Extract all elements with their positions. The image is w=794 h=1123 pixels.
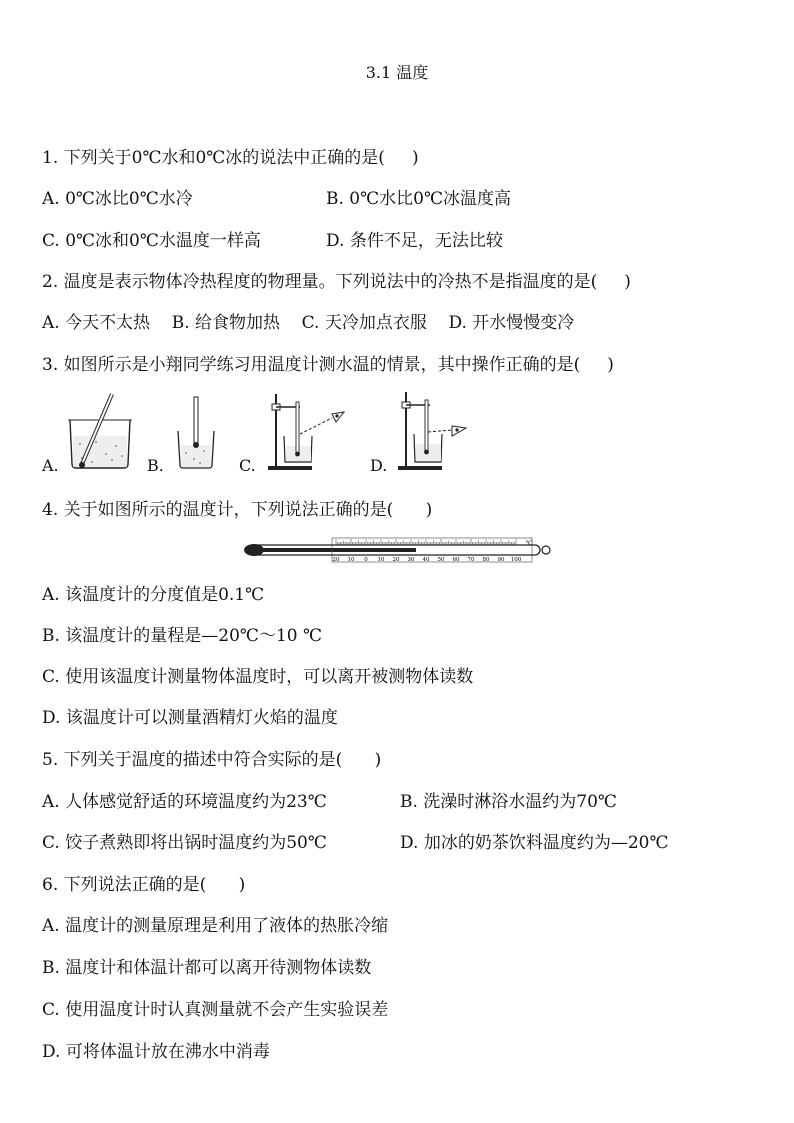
thermometer-figure [240,536,556,564]
thermometer-ticks [336,539,516,545]
thermometer-scale-label: 20 [332,557,340,563]
thermometer-scale-label: 30 [407,557,415,563]
thermometer-scale-label: 40 [422,557,430,563]
figure-label-d: D. [370,456,388,475]
question-5-option-b: B. 洗澡时淋浴水温约为70℃ [400,792,617,812]
thermometer-scale-label: 60 [452,557,460,563]
question-5-option-c: C. 饺子煮熟即将出锅时温度约为50℃ [42,833,327,853]
page-title: 3.1 温度 [365,63,429,82]
question-5-option-d: D. 加冰的奶茶饮料温度约为—20℃ [400,833,669,853]
question-6-option-a: A. 温度计的测量原理是利用了液体的热胀冷缩 [42,916,389,936]
question-1-option-b: B. 0℃水比0℃冰温度高 [326,189,511,209]
question-4-option-c: C. 使用该温度计测量物体温度时，可以离开被测物体读数 [42,667,474,687]
question-1-option-d: D. 条件不足，无法比较 [326,231,503,251]
figure-label-c: C. [239,456,256,475]
stand-figure-c [262,388,350,472]
question-4-stem: 4. 关于如图所示的温度计，下列说法正确的是( ) [42,500,433,520]
thermometer-scale-label: 90 [497,557,505,563]
beaker-figure-a [66,390,138,472]
thermometer-scale-label: 10 [377,557,385,563]
question-6-option-c: C. 使用温度计时认真测量就不会产生实验误差 [42,1000,389,1020]
thermometer-scale-label: 70 [467,557,475,563]
question-2-options: A. 今天不太热 B. 给食物加热 C. 天冷加点衣服 D. 开水慢慢变冷 [42,313,575,333]
thermometer-scale-label: 80 [482,557,490,563]
question-2-stem: 2. 温度是表示物体冷热程度的物理量。下列说法中的冷热不是指温度的是( ) [42,272,631,292]
question-1-stem: 1. 下列关于0℃水和0℃冰的说法中正确的是( ) [42,148,419,168]
thermometer-scale-label: 20 [392,557,400,563]
beaker-figure-b [174,395,218,471]
question-4-option-a: A. 该温度计的分度值是0.1℃ [42,585,265,605]
question-5-stem: 5. 下列关于温度的描述中符合实际的是( ) [42,750,382,770]
question-1-option-a: A. 0℃冰比0℃水冷 [42,189,193,209]
question-4-option-d: D. 该温度计可以测量酒精灯火焰的温度 [42,708,338,728]
thermometer-scale-label: 100 [510,557,522,563]
question-6-option-b: B. 温度计和体温计都可以离开待测物体读数 [42,958,372,978]
figure-label-b: B. [147,456,164,475]
question-1-option-c: C. 0℃冰和0℃水温度一样高 [42,231,261,251]
question-3-stem: 3. 如图所示是小翔同学练习用温度计测水温的情景，其中操作正确的是( ) [42,355,614,375]
question-5-option-a: A. 人体感觉舒适的环境温度约为23℃ [42,792,327,812]
thermometer-scale-label: 10 [347,557,355,563]
thermometer-unit: ℃ [526,540,533,547]
question-4-option-b: B. 该温度计的量程是—20℃～10 ℃ [42,626,323,646]
question-6-option-d: D. 可将体温计放在沸水中消毒 [42,1042,270,1062]
stand-figure-d [392,386,472,472]
question-6-stem: 6. 下列说法正确的是( ) [42,875,246,895]
figure-label-a: A. [42,456,59,475]
thermometer-scale-label: 0 [364,557,368,563]
thermometer-scale-label: 50 [437,557,445,563]
